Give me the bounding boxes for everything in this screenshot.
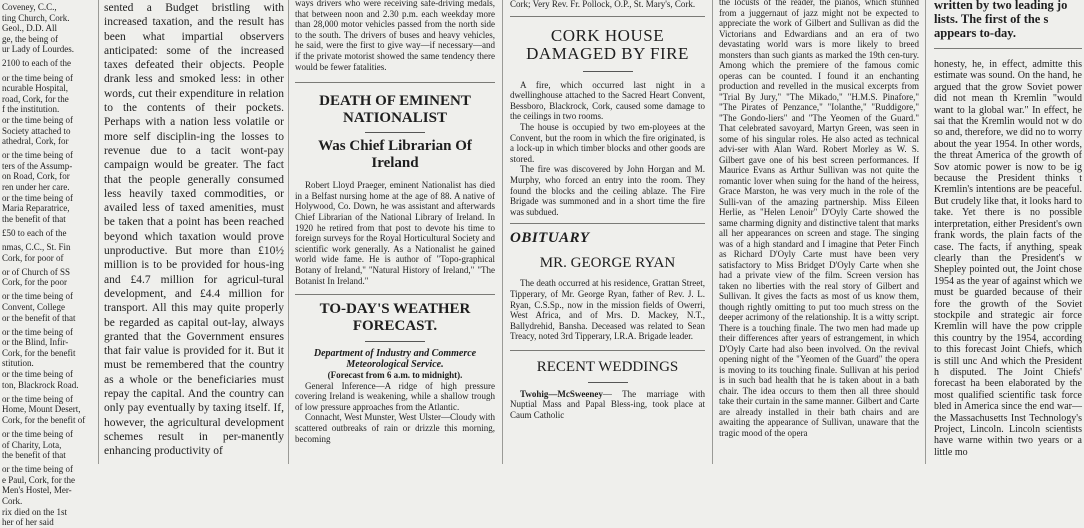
divider — [295, 82, 495, 83]
column-rule — [712, 0, 713, 464]
subhead-chief-librarian: Was Chief Librarian Of Ireland — [318, 138, 472, 172]
notice-line: Geol., D.D. All — [2, 23, 57, 34]
short-divider — [583, 71, 633, 72]
notice-line: rix died on the 1st — [2, 506, 67, 517]
fire-story-paragraph-2: The house is occupied by two em-ployees at the Convent, but the room in which the fire originated, is a lock-up in which timber blocks and other goods are stored. — [510, 121, 705, 164]
column-3 — [291, 0, 499, 444]
notice-line: ting Church, Cork. — [2, 12, 70, 23]
notice-line: ge, the being of — [2, 33, 58, 44]
divider — [510, 350, 705, 351]
headline-recent-weddings: RECENT WEDDINGS — [536, 358, 679, 375]
notice-line: Coveney, C.C., — [2, 2, 57, 12]
notice-line: e Paul, Cork, for the — [2, 474, 75, 485]
divider — [934, 48, 1082, 49]
weather-period: (Forecast from 6 a.m. to midnight). — [327, 370, 463, 381]
notice-line: or the benefit of that — [2, 312, 76, 323]
clergy-list-text: Cork; Very Rev. Fr. Pollock, O.P., St. Mary's, Cork. — [510, 0, 696, 9]
divider — [295, 294, 495, 295]
notice-line: Cork, for the benefit — [2, 347, 76, 358]
praeger-story-text: Robert Lloyd Praeger, eminent Nationalist has died in a Belfast nursing home at the age of 88. A native of Holywood, Co. Down, he was assistant and afterwards Chief Librarian of the National Library of Ireland. In 1920 he retired from that post to devote his time to foreign surveys for the Royal Horticultural Society and scientific work generally. As a Nationalist he gained world wide fame. He is author of "Topo-graphical Botany of Ireland," "Natural History of Ireland," "The Botanist In Ireland." — [295, 180, 495, 286]
short-divider — [365, 132, 425, 133]
wedding-names: Twohig—McSweeney — [520, 388, 603, 399]
notice-line: road, Cork, for the — [2, 93, 69, 104]
fire-story-paragraph-1: A fire, which occurred last night in a dwellinghouse attached to the Sacred Heart Convent, Bessboro, Blackrock, Cork, caused some damage to the ceilings in two rooms. — [510, 79, 705, 122]
headline-weather-forecast: TO-DAY'S WEATHER FORECAST. — [319, 301, 471, 335]
notice-line: stitution. — [2, 358, 34, 369]
notice-line: ur Lady of Lourdes. — [2, 44, 74, 55]
fire-story-paragraph-3: The fire was discovered by John Horgan and M. Murphy, who forced an entry into the room. They found the blocks and the ceiling ablaze. The Fire Brigade was summoned and in a short time the fire was subdued. — [510, 164, 705, 217]
notice-line: or the time being of — [2, 150, 73, 161]
notice-line: £50 to each of the — [2, 227, 67, 238]
column-rule — [98, 0, 99, 464]
notice-line: on Road, Cork, for — [2, 171, 70, 182]
notice-line: Convent, College — [2, 301, 65, 312]
notice-line: or of Church of SS — [2, 266, 70, 277]
weather-inference: General Inference—A ridge of high pressure covering Ireland is weakening, while a shallow trough of low pressure approaches from the Atlantic. — [295, 380, 495, 412]
budget-editorial-text: sented a Budget bristling with increased taxation, and the result has been what impartial observers anticipated: some of the increased taxes defeated their objects. People drank less and smoked less: in other words, cut their expenditure in relation to the contents of their pockets. Perhaps with a nation less volatile or more self disciplin-ing the losses to revenue due to a tacit wont-pay campaign would be greater. The fact that the people generally consumed less heavily taxed commodities, or availed less of taxed amenities, must be taken that a point has been reached beyond which taxation would prove unproductive. But more than £10½ million is to be provided for hous-ing and £4.7 million for agricul-tural development, and £4.4 million for transport. All this may quite properly be regarded as capital out-lay, always granted that the Government ensures that fair value is provided for it. But it must be remembered that the country as a whole or the beneficiaries must repay the capital. And the country can only pay eventually by taxing itself. If, however, the agricultural development schemes result in per-manently enhancing productivity of — [104, 2, 284, 458]
notice-line: f the institution. — [2, 104, 60, 115]
film-review-text: the locusts of the reader, the pianos, which stunned from a juggernaut of jazz might not be expected to appreciate the work of Gilbert and Sullivan as did the Victorians and Edwardians and an era of two devastating world wars is more likely to breed monsters than such giants as marked the 19th cen-tury. Among which the premiere of the famous comic operas can be counted. I found it an enchanting production and revelled in the musical excerpts from "Trial By Jury," "The Mikado," "H.M.S. Pinafore," "The Pirates of Penzance," "Iolanthe," "Ruddigore," "The Gondo-liers" and "The Yeomen of the Guard." That celebrated savoyard, Martyn Green, was seen in some of his singular roles. He also acted as technical advi-ser with Alan Ward. Robert Morley as W. S. Gilbert gave one of his best screen performances. If Maurice Evans as Arthur Sullivan was not quite the romantic lover when suing for the hand of the heiress, Grace Marston, he was very much in the role of the Sulli-van of the amazing partnership. Miss Eileen Herlie, as "Helen Lenoir" D'Oyly Carte showed the same charming dignity and distinctive talent that marks all her appearances on screen and stage. The singing was of a high standard and I imagine that Peter Finch as Richard D'Oyly Carte must have been very satisfactory to Miss Bridget D'Oyly Carte when she had a private view of the film. Screen version has taken no liberties with the real story of Gilbert and Sullivan. It gives the facts as most of us know them, though rightly omitting to put too much stress on the deeper acrimony of the relationship. It is a witty script. There is a touching finale. The two men had made up their differences after years of estrangement, in which D'Oyly Carte had also been involved. On the revival opening night of the "Yeomen of the Guard" the opera is moving to its touching finale. Sullivan at his period is in such bad health that he is taken about in a bath chair. The idea occurs to them then all three should take their curtain in the same manner. Gilbert and Carte are already installed in their bath chairs and are awaiting the appearance of Sullivan, unaware that the tragic mood of the opera — [719, 0, 919, 438]
legal-notice-lines — [2, 2, 94, 528]
short-divider — [588, 382, 628, 383]
notice-line: ren under her care. — [2, 182, 70, 192]
obituary-label: OBITUARY — [510, 230, 590, 247]
traffic-story-text: ways drivers who were receiving safe-driving medals, that between noon and 2.30 p.m. each weekday more than 28,000 motor vehicles passed from the north side to the south. The drivers of buses and heavy vehicles, he said, were the first to give way—if necessary—and if the private motorist showed the same tendency there would be fewer fatalities. — [295, 0, 495, 72]
notice-line: Cork, for poor of — [2, 252, 64, 263]
notice-line: her of her said — [2, 517, 54, 528]
notice-line: or the time being of — [2, 72, 73, 83]
headline-death-nationalist: DEATH OF EMINENT NATIONALIST — [319, 93, 471, 127]
notice-line: or the time being of — [2, 393, 73, 404]
column-rule — [288, 0, 289, 464]
notice-line: or the time being of — [2, 114, 73, 125]
column-2 — [102, 0, 286, 459]
notice-line: nmas, C.C., St. Fin — [2, 241, 71, 252]
notice-line: or the time being of — [2, 464, 73, 475]
notice-line: athedral, Cork, for — [2, 136, 69, 147]
short-divider — [365, 341, 425, 342]
notice-line: Cork. — [2, 496, 23, 507]
notice-line: or the time being of — [2, 291, 73, 302]
series-intro-text: written by two leading jo lists. The first of the s appears to-day. — [934, 0, 1068, 40]
column-5 — [715, 0, 923, 438]
obituary-name: MR. GEORGE RYAN — [539, 255, 676, 272]
notice-line: Society attached to — [2, 125, 71, 136]
notice-line: ters of the Assump- — [2, 160, 73, 171]
weather-region-forecast: Connacht, West Munster, West Ulster—Cloudy with scattered outbreaks of rain or drizzle this morning, becoming — [295, 412, 495, 444]
wedding-text — [510, 389, 705, 421]
notice-line: or the Blind, Infir- — [2, 337, 69, 348]
soviet-power-article-text: honesty, he, in effect, admitte this estimate was sound. On the hand, he argued that the grow Soviet power did not mean th Kremlin "would want to la global war." In effect, he sai that the Kremlin would not w do so and, therefore, we did no to worry about the year 1954. In other words, the threat America of the growth of Sov atomic power is now to be ig because the President thinks t Kremlin's intentions are be peaceful. But crudely like that, it looks hard to take. Yet there is no possible interpretation, either President's own frank words, the plain facts of the case. The facts, if anything, speak clearly than the President's w Shepley pointed out, the Joint chose 1954 as the year of against which we must be guarded because of their fore the growth of the Soviet stockpile and strategic air force Kremlin will have the pow cripple this country by the 1954, according to this forecast Joint Chiefs, which is still unc And which the President h disputed. The Joint Chiefs' forecast ha been elaborated by the most qualified scientific task force bled in America since the end war—the Massachusetts Inst Technology's Project, Lincoln. Lincoln scientists have warne within two years or a little mo — [934, 59, 1083, 458]
notice-line: or the time being of — [2, 369, 73, 379]
notice-line: of Charity, Lota, — [2, 439, 62, 450]
notice-line: Cork, for the benefit of — [2, 414, 86, 425]
notice-line: ton, Blackrock Road. — [2, 379, 79, 390]
weather-department: Department of Industry and Commerce Meteorological Service. — [313, 348, 477, 371]
notice-line: 2100 to each of the — [2, 58, 71, 69]
column-1 — [0, 0, 96, 528]
column-rule — [502, 0, 503, 464]
headline-cork-house-fire: CORK HOUSE DAMAGED BY FIRE — [526, 25, 689, 63]
notice-line: or the time being of — [2, 326, 73, 337]
notice-line: Cork, for the poor — [2, 277, 67, 288]
notice-line: the benefit of that — [2, 213, 66, 224]
divider — [510, 223, 705, 224]
notice-line: Maria Reparatrice, — [2, 203, 70, 214]
obituary-text: The death occurred at his residence, Grattan Street, Tipperary, of Mr. George Ryan, father of Rev. J. L. Ryan, C.S.Sp., now in the mission fields of Owerri, West Africa, and of Mrs. D. Mackey, N.T., Ballydrehid, Bansha. Deceased was related to Sean Treacy, noted 3rd Tipperary, I.R.A. Brigade leader. — [510, 278, 705, 342]
divider — [510, 16, 705, 17]
column-rule — [925, 0, 926, 464]
column-4 — [506, 0, 709, 421]
notice-line: Home, Mount Desert, — [2, 404, 81, 415]
wedding-text-body: — The marriage with Nuptial Mass and Papal Bless-ing, took place at Caum Catholic — [510, 388, 705, 421]
notice-line: or the time being of — [2, 192, 73, 203]
notice-line: ncurable Hospital, — [2, 83, 68, 94]
notice-line: the benefit of that — [2, 450, 66, 461]
notice-line: Men's Hostel, Mer- — [2, 485, 72, 496]
notice-line: or the time being of — [2, 428, 73, 439]
column-6 — [928, 0, 1084, 458]
